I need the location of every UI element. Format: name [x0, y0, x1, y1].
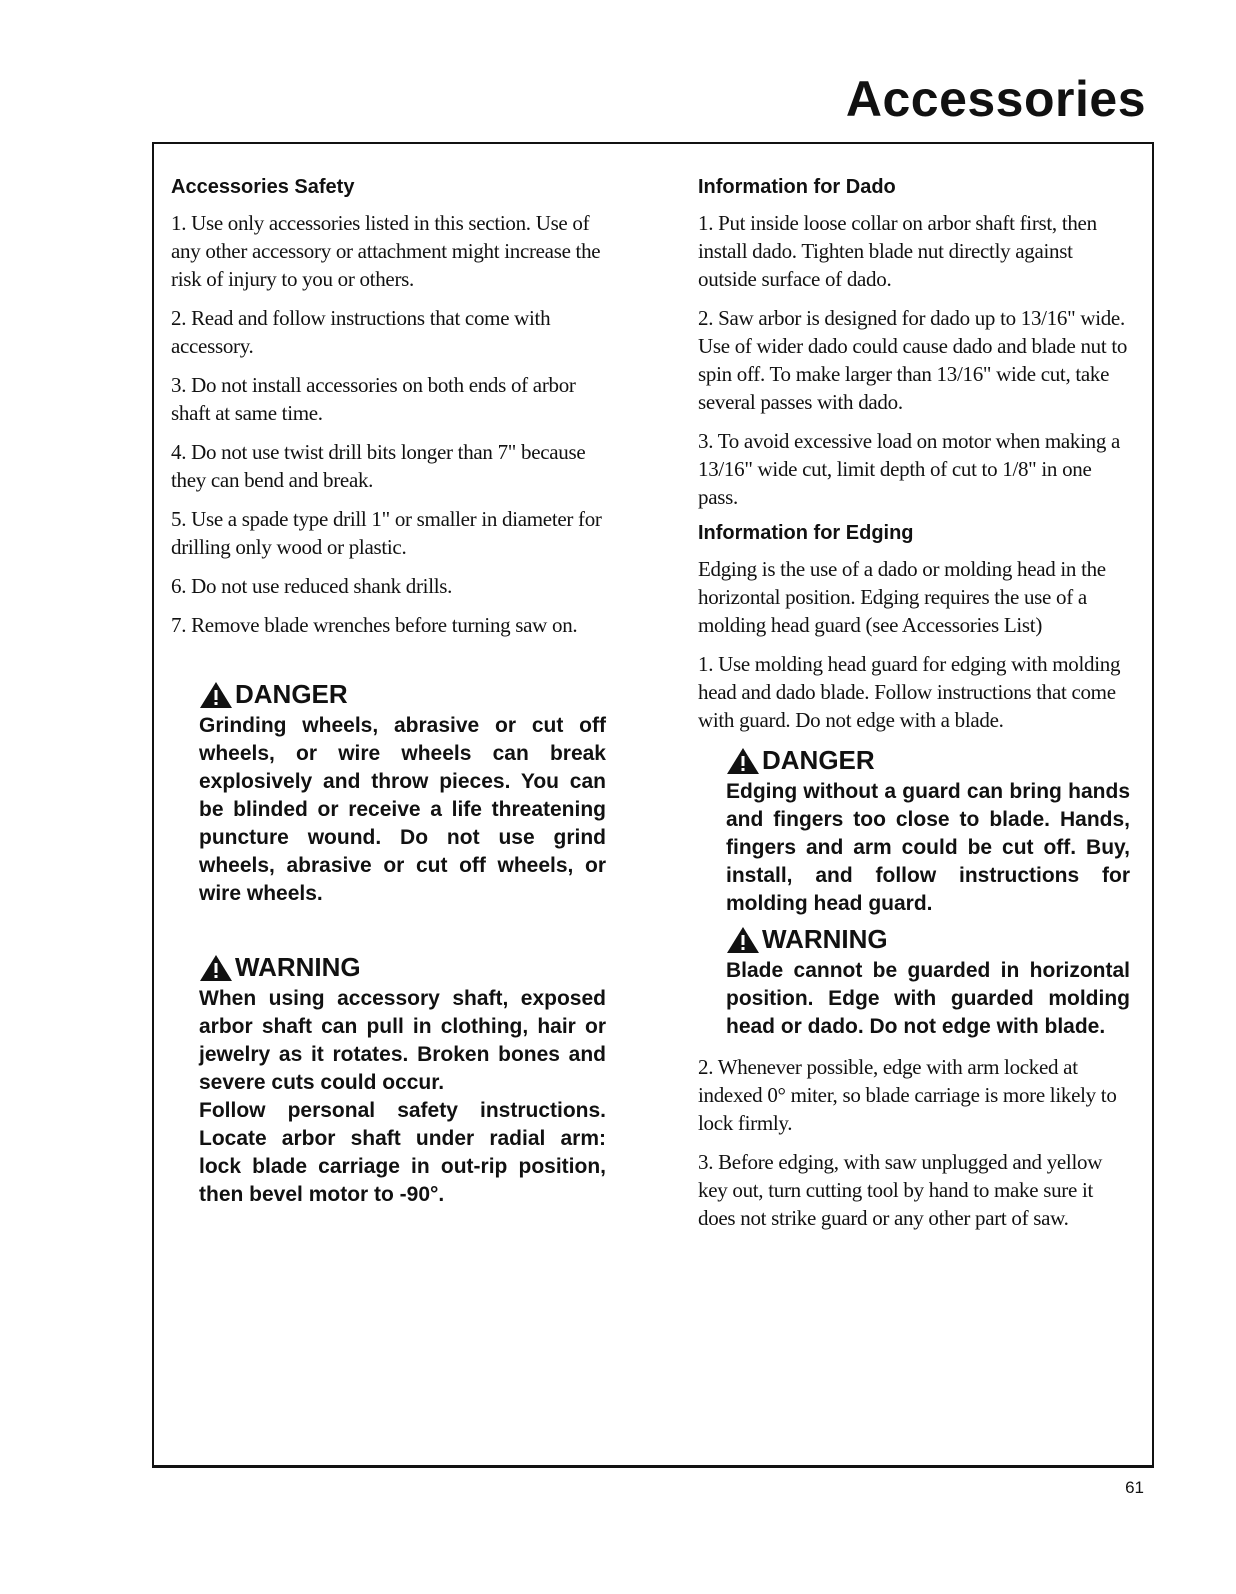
- warning-callout-edging: [698, 924, 1130, 1041]
- dado-heading: Information for Dado: [698, 176, 896, 198]
- warning-label: WARNING: [235, 952, 361, 982]
- edging-intro: Edging is the use of a dado or molding head in the horizontal position. Edging requires the use of a molding head guard (see Accessories List): [698, 557, 1106, 637]
- warning-text-2: Follow personal safety instructions. Locate arbor shaft under radial arm: lock blade carriage in out-rip position, then bevel motor to -90°.: [199, 1099, 606, 1206]
- danger-callout-edging: [698, 745, 1130, 918]
- warning-title: [726, 924, 1130, 955]
- list-item: 2. Saw arbor is designed for dado up to 13/16" wide. Use of wider dado could cause dado and blade nut to spin off. To make larger than 13/16" wide cut, take several passes with dado.: [698, 306, 1128, 414]
- list-item: 2. Read and follow instructions that come with accessory.: [171, 306, 551, 358]
- warning-triangle-icon: [199, 954, 233, 982]
- warning-triangle-icon: [726, 926, 760, 954]
- warning-callout-arbor: [171, 952, 606, 1209]
- danger-text: Grinding wheels, abrasive or cut off wheels, or wire wheels can break explosively and throw pieces. You can be blinded or receive a life threatening puncture wound. Do not use grind wheels, abrasive or cut off wheels, or wire wheels.: [199, 714, 606, 905]
- list-item: 1. Use only accessories listed in this section. Use of any other accessory or attachment might increase the risk of injury to you or others.: [171, 211, 601, 291]
- danger-label: DANGER: [235, 679, 348, 709]
- left-column: [171, 172, 606, 1209]
- list-item: 4. Do not use twist drill bits longer than 7" because they can bend and break.: [171, 440, 586, 492]
- warning-text: Blade cannot be guarded in horizontal position. Edge with guarded molding head or dado. Do not edge with blade.: [726, 959, 1130, 1038]
- danger-callout-grinding: [171, 679, 606, 908]
- list-item: 1. Put inside loose collar on arbor shaft first, then install dado. Tighten blade nut directly against outside surface of dado.: [698, 211, 1097, 291]
- accessories-safety-heading: Accessories Safety: [171, 176, 355, 198]
- list-item: 3. Before edging, with saw unplugged and yellow key out, turn cutting tool by hand to make sure it does not strike guard or any other part of saw.: [698, 1150, 1103, 1230]
- warning-text: When using accessory shaft, exposed arbor shaft can pull in clothing, hair or jewelry as it rotates. Broken bones and severe cuts could occur.: [199, 987, 606, 1094]
- list-item: 7. Remove blade wrenches before turning saw on.: [171, 613, 578, 637]
- danger-title: [726, 745, 1130, 776]
- page-number: 61: [1125, 1478, 1144, 1497]
- edging-heading: Information for Edging: [698, 522, 914, 544]
- danger-label: DANGER: [762, 745, 875, 775]
- right-column: [698, 172, 1130, 1243]
- danger-text: Edging without a guard can bring hands and fingers too close to blade. Hands, fingers and arm could be cut off. Buy, install, and follow instructions for molding head guard.: [726, 780, 1130, 915]
- list-item: 2. Whenever possible, edge with arm locked at indexed 0° miter, so blade carriage is more likely to lock firmly.: [698, 1055, 1117, 1135]
- warning-triangle-icon: [726, 747, 760, 775]
- warning-triangle-icon: [199, 681, 233, 709]
- warning-title: [199, 952, 606, 983]
- list-item: 3. To avoid excessive load on motor when making a 13/16" wide cut, limit depth of cut to 1/8" in one pass.: [698, 429, 1121, 509]
- danger-title: [199, 679, 606, 710]
- warning-label: WARNING: [762, 924, 888, 954]
- page-title: Accessories: [845, 71, 1146, 127]
- list-item: 3. Do not install accessories on both ends of arbor shaft at same time.: [171, 373, 576, 425]
- list-item: 5. Use a spade type drill 1" or smaller in diameter for drilling only wood or plastic.: [171, 507, 602, 559]
- list-item: 6. Do not use reduced shank drills.: [171, 574, 453, 598]
- list-item: 1. Use molding head guard for edging with molding head and dado blade. Follow instructions that come with guard. Do not edge with a blade.: [698, 652, 1121, 732]
